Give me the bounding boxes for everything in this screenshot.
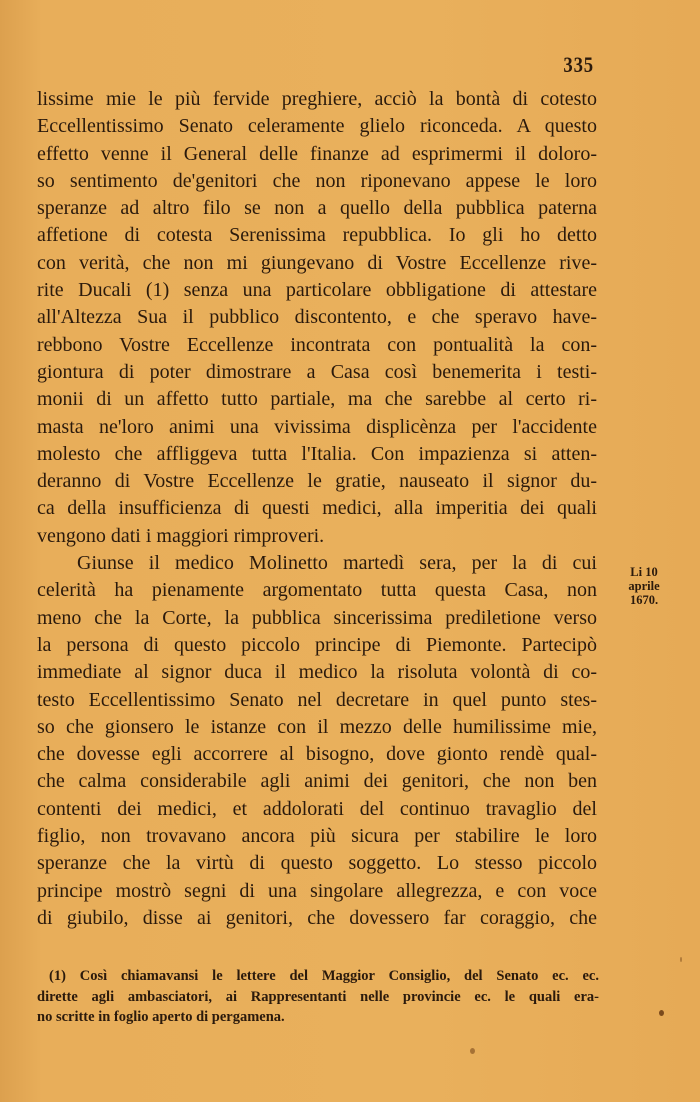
text-line: lissime mie le più fervide preghiere, acciò la bontà di cotesto	[37, 88, 597, 110]
text-line: di giubilo, disse ai genitori, che dovessero far coraggio, che	[37, 906, 597, 929]
text-line: la persona di questo piccolo principe di Piemonte. Partecipò	[37, 633, 597, 656]
text-line: che calma considerabile agli animi dei genitori, che non ben	[37, 770, 597, 793]
text-line: monii di un affetto tutto partiale, ma che sarebbe al certo ri-	[37, 388, 597, 411]
text-line: contenti dei medici, et addolorati del continuo travaglio del	[37, 797, 597, 820]
margin-note-line: 1670.	[629, 593, 659, 607]
text-line: ca della insufficienza di questi medici, alla imperitia dei quali	[37, 497, 597, 520]
paragraph-end-line: vengono dati i maggiori rimproveri.	[37, 524, 325, 547]
text-line: affetione di cotesta Serenissima repubblica. Io gli ho detto	[37, 224, 597, 247]
text-line: con verità, che non mi giungevano di Vostre Eccellenze rive-	[37, 251, 597, 274]
text-line: so sentimento de'genitori che non riponevano appese le loro	[37, 169, 597, 192]
page-number: 335	[563, 52, 594, 77]
text-line: meno che la Corte, la pubblica sincerissima prediletione verso	[37, 606, 597, 629]
text-line: all'Altezza Sua il pubblico discontento, e che speravo have-	[37, 306, 597, 329]
text-line: principe mostrò segni di una singolare allegrezza, e con voce	[37, 879, 597, 902]
paper-speck	[680, 957, 682, 962]
margin-note-line: Li 10	[630, 565, 658, 579]
footnote-line: no scritte in foglio aperto di pergamena.	[37, 1009, 285, 1025]
text-line: speranze che la virtù di questo soggetto. Lo stesso piccolo	[37, 852, 597, 875]
text-line: giontura di poter dimostrare a Casa così benemerita i testi-	[37, 360, 597, 383]
text-line: so che gionsero le istanze con il mezzo delle humilissime mie,	[37, 715, 597, 738]
text-line: che dovesse egli accorrere al bisogno, dove gionto rendè qual-	[37, 743, 597, 766]
text-line: masta ne'loro animi una vivissima displicènza per l'accidente	[37, 415, 597, 438]
paragraph-start-line: Giunse il medico Molinetto martedì sera, per la di cui	[77, 552, 597, 575]
text-line: speranze ad altro filo se non a quello della pubblica paterna	[37, 197, 597, 220]
paper-speck	[470, 1048, 475, 1054]
margin-note-date	[614, 565, 674, 607]
text-line: molesto che affliggeva tutta l'Italia. Con impazienza si atten-	[37, 442, 597, 465]
margin-note-line: aprile	[628, 579, 660, 593]
body-text	[37, 86, 597, 932]
text-line: immediate al signor duca il medico la risoluta volontà di co-	[37, 661, 597, 684]
text-line: rite Ducali (1) senza una particolare obbligatione di attestare	[37, 279, 597, 302]
text-line: figlio, non trovavano ancora più sicura per stabilire le loro	[37, 825, 597, 848]
text-line: Eccellentissimo Senato celeramente glielo riconceda. A questo	[37, 115, 597, 138]
footnote	[37, 966, 599, 1028]
paper-speck	[659, 1010, 664, 1016]
text-line: effetto venne il General delle finanze ad esprimermi il doloro-	[37, 142, 597, 165]
text-line: rebbono Vostre Eccellenze incontrata con pontualità la con-	[37, 333, 597, 356]
text-line: deranno di Vostre Eccellenze le gratie, nauseato il signor du-	[37, 470, 597, 493]
text-line: celerità ha pienamente argomentato tutta questa Casa, non	[37, 579, 597, 602]
footnote-line: dirette agli ambasciatori, ai Rappresentanti nelle provincie ec. le quali era-	[37, 988, 599, 1005]
footnote-line: (1) Così chiamavansi le lettere del Maggior Consiglio, del Senato ec. ec.	[49, 968, 599, 984]
text-line: testo Eccellentissimo Senato nel decretare in quel punto stes-	[37, 688, 597, 711]
